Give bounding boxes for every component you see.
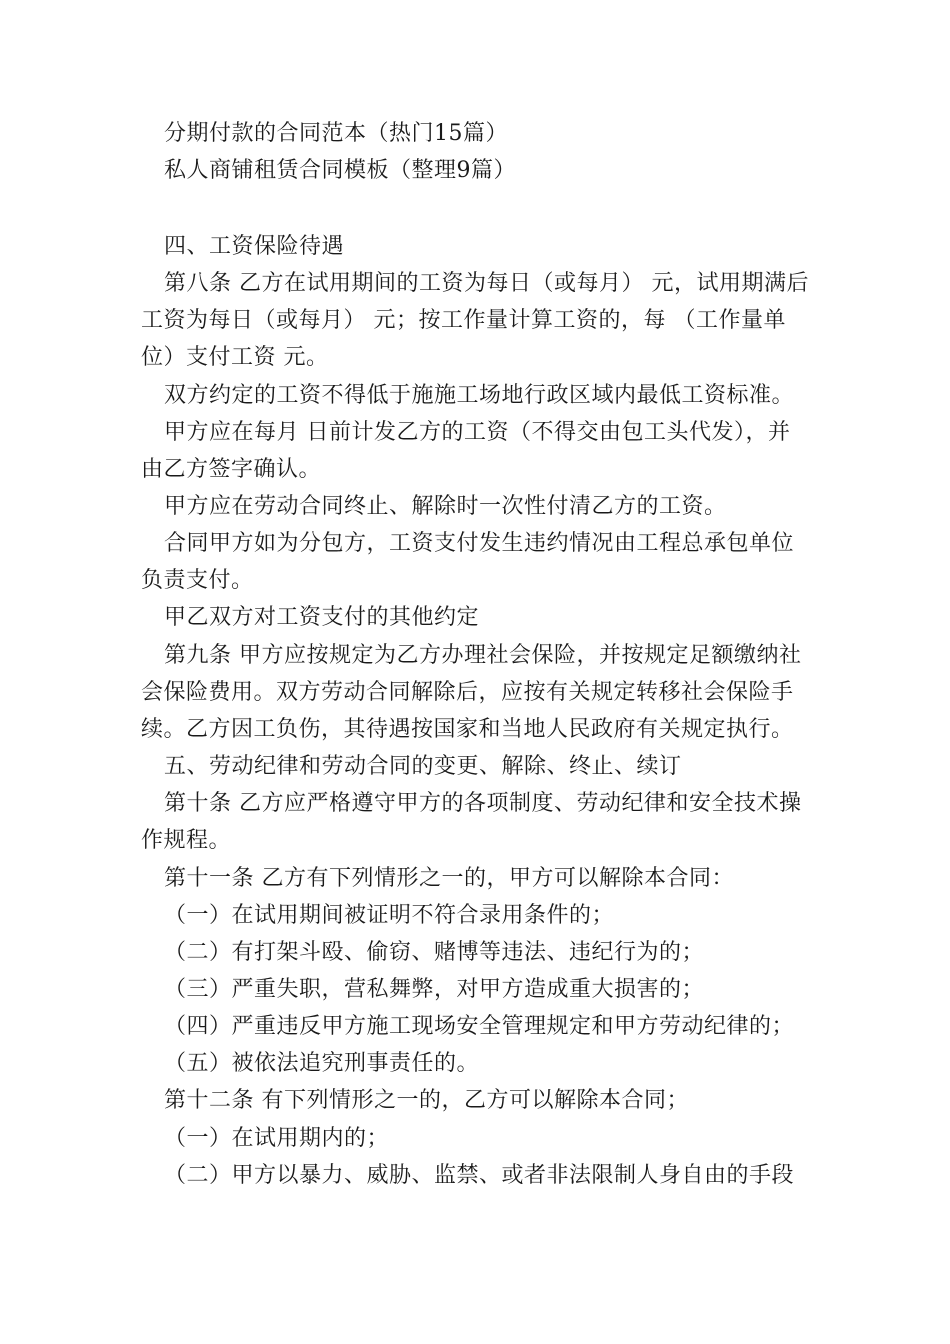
list-item: （一）在试用期内的；	[164, 1126, 390, 1151]
list-item: （一）在试用期间被证明不符合录用条件的；	[164, 903, 615, 928]
paragraph-line: 第十一条 乙方有下列情形之一的，甲方可以解除本合同：	[164, 866, 734, 891]
paragraph-line: 第十条 乙方应严格遵守甲方的各项制度、劳动纪律和安全技术操	[164, 791, 802, 816]
list-item: （二）甲方以暴力、威胁、监禁、或者非法限制人身自由的手段	[164, 1163, 795, 1188]
paragraph-line: 第八条 乙方在试用期间的工资为每日（或每月） 元，试用期满后	[164, 271, 809, 296]
paragraph-line: 作规程。	[141, 828, 232, 853]
paragraph-line: 第十二条 有下列情形之一的，乙方可以解除本合同；	[164, 1088, 689, 1113]
related-link-2[interactable]: 私人商铺租赁合同模板（整理9篇）	[164, 158, 516, 183]
paragraph-line: 续。乙方因工负伤，其待遇按国家和当地人民政府有关规定执行。	[141, 717, 794, 742]
list-item: （二）有打架斗殴、偷窃、赌博等违法、违纪行为的；	[164, 940, 705, 965]
section-heading-5: 五、劳动纪律和劳动合同的变更、解除、终止、续订	[164, 754, 682, 779]
paragraph-line: 甲乙双方对工资支付的其他约定	[164, 605, 480, 630]
list-item: （三）严重失职，营私舞弊，对甲方造成重大损害的；	[164, 977, 705, 1002]
paragraph-line: 工资为每日（或每月） 元；按工作量计算工资的，每 （工作量单	[141, 308, 786, 333]
paragraph-line: 第九条 甲方应按规定为乙方办理社会保险，并按规定足额缴纳社	[164, 643, 802, 668]
paragraph-line: 由乙方签字确认。	[141, 457, 322, 482]
paragraph-line: 双方约定的工资不得低于施施工场地行政区域内最低工资标准。	[164, 383, 795, 408]
paragraph-line: 甲方应在每月 日前计发乙方的工资（不得交由包工头代发），并	[164, 420, 791, 445]
paragraph-line: 合同甲方如为分包方，工资支付发生违约情况由工程总承包单位	[164, 531, 795, 556]
paragraph-line: 甲方应在劳动合同终止、解除时一次性付清乙方的工资。	[164, 494, 727, 519]
list-item: （四）严重违反甲方施工现场安全管理规定和甲方劳动纪律的；	[164, 1014, 795, 1039]
related-link-1[interactable]: 分期付款的合同范本（热门15篇）	[164, 121, 508, 146]
paragraph-line: 位）支付工资 元。	[141, 345, 329, 370]
paragraph-line: 负责支付。	[141, 568, 254, 593]
list-item: （五）被依法追究刑事责任的。	[164, 1051, 480, 1076]
section-heading-4: 四、工资保险待遇	[164, 234, 345, 259]
paragraph-line: 会保险费用。双方劳动合同解除后，应按有关规定转移社会保险手	[141, 680, 794, 705]
